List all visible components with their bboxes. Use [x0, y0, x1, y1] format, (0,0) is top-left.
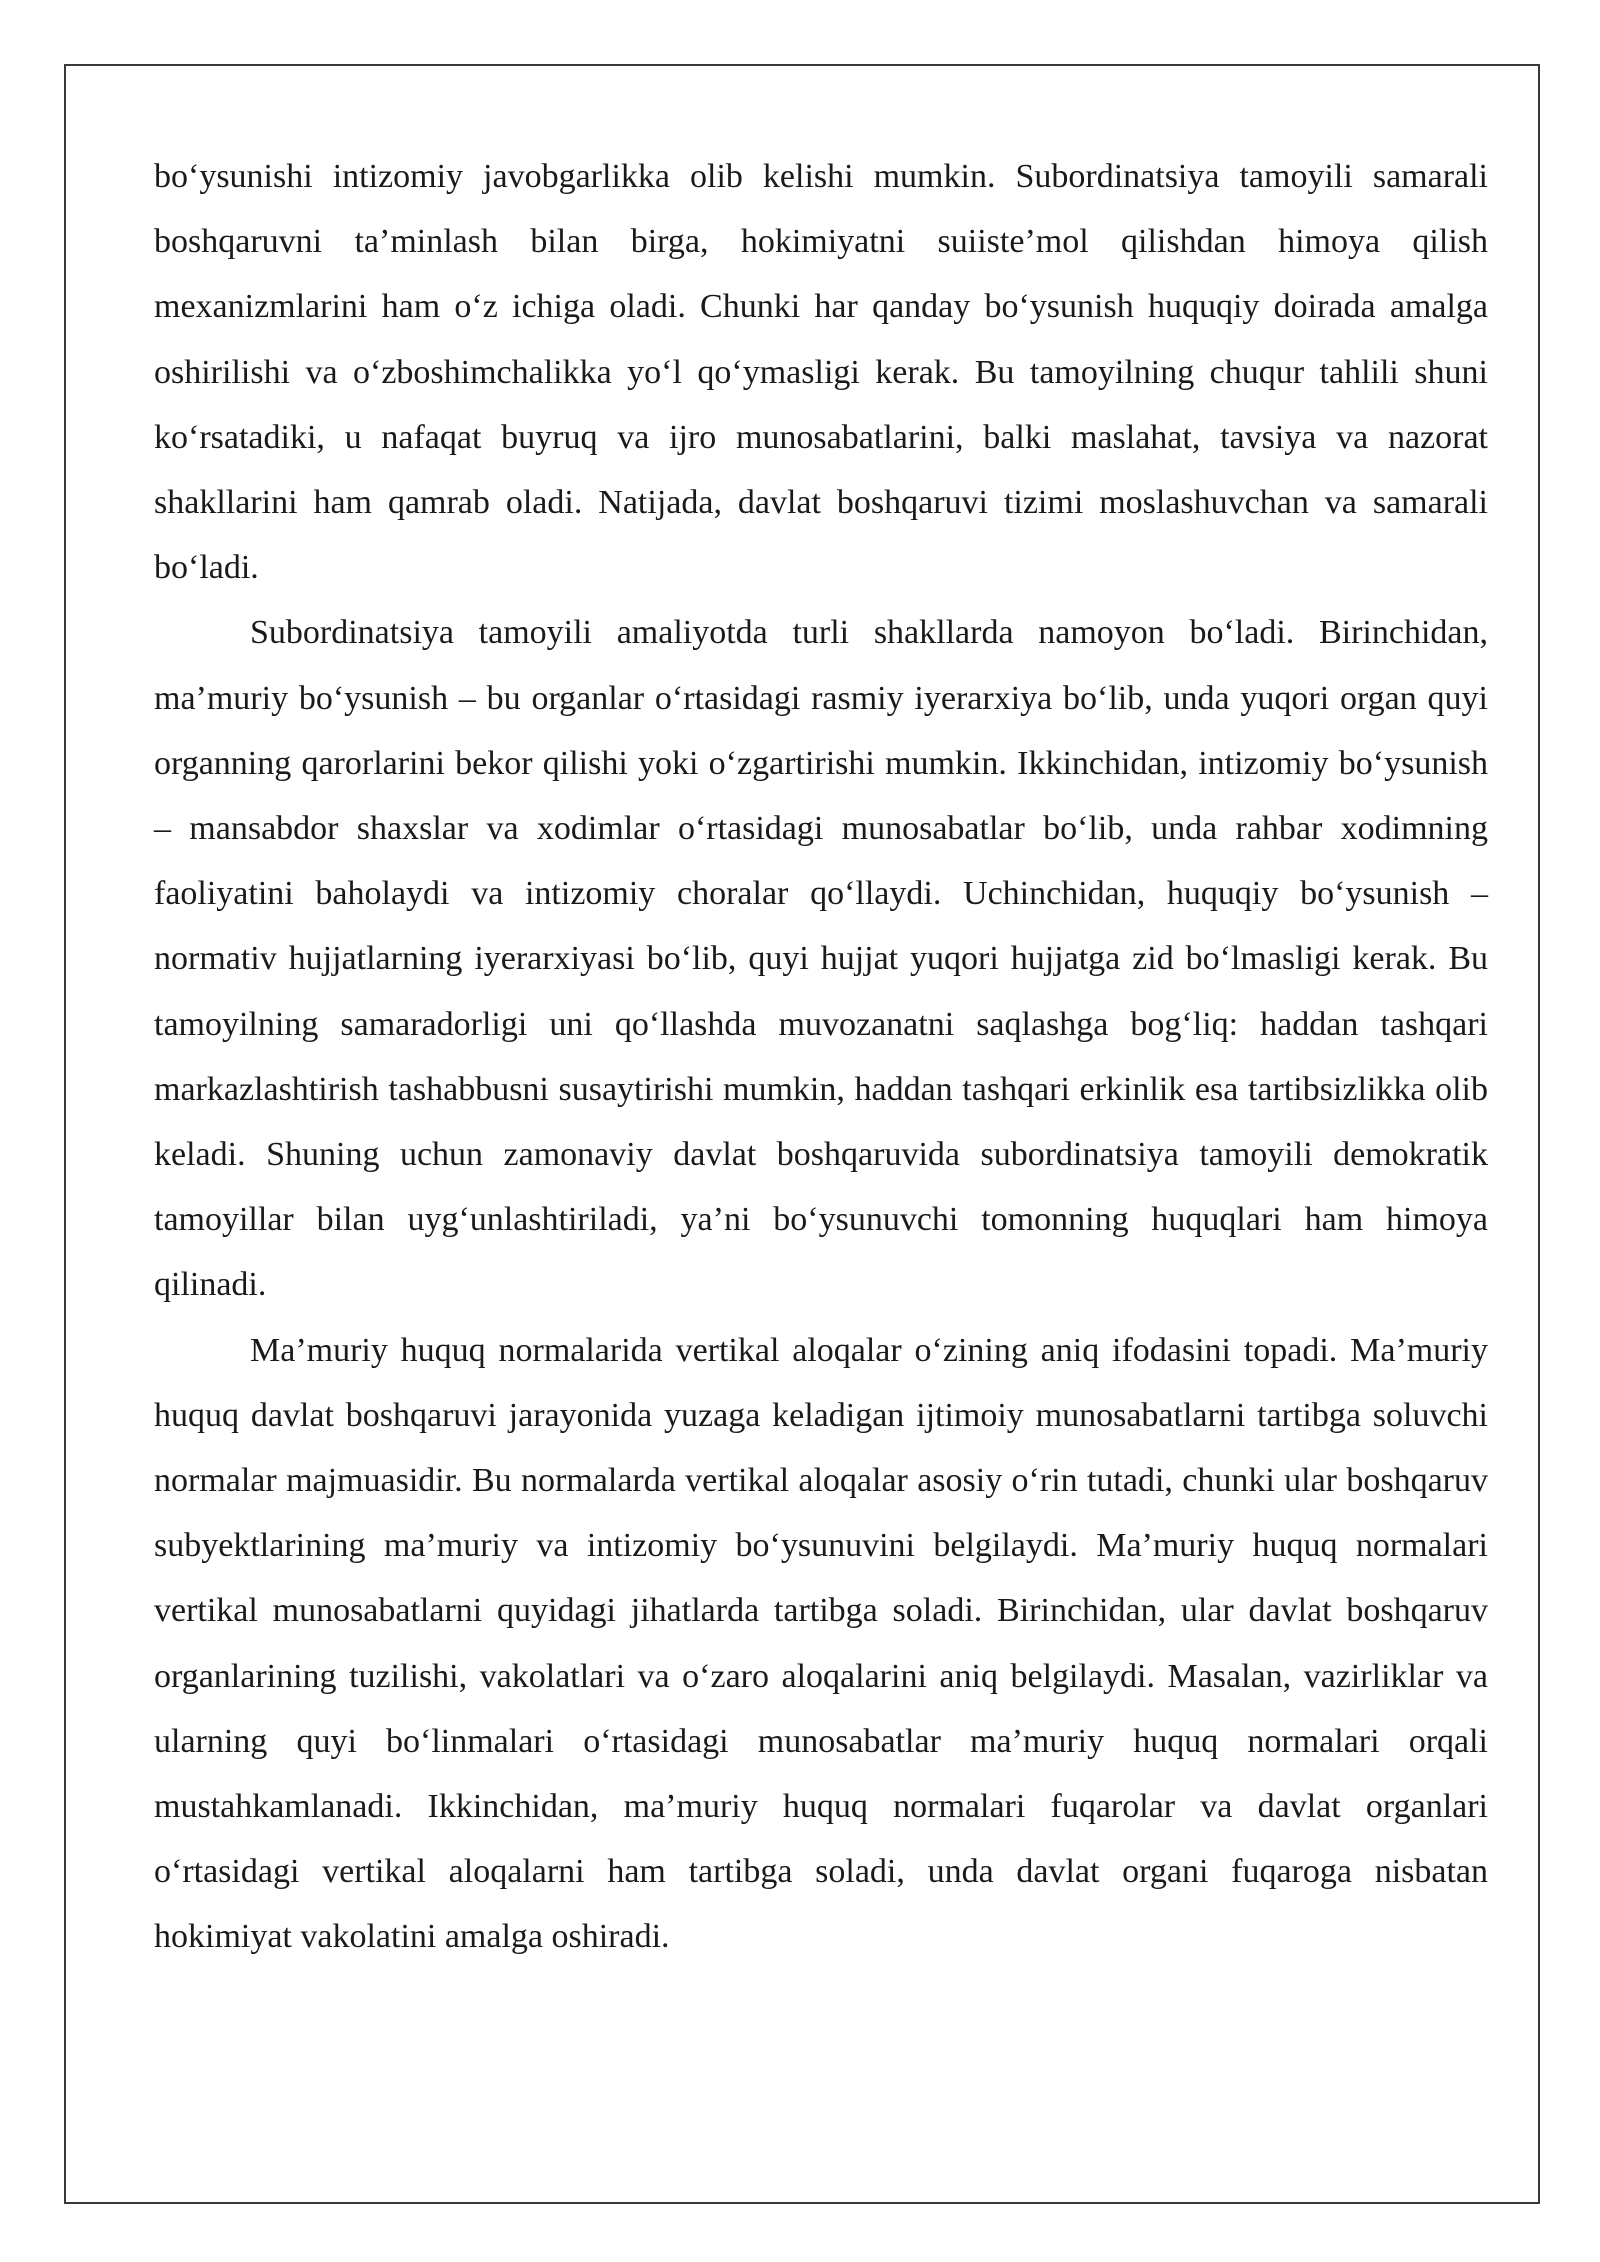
paragraph: Ma’muriy huquq normalarida vertikal aloqalar o‘zining aniq ifodasini topadi. Ma’muriy huquq davlat boshqaruvi jarayonida yuzaga keladigan ijtimoiy munosabatlarni tartibga soluvchi normalar majmuasidir. Bu normalarda vertikal aloqalar asosiy o‘rin tutadi, chunki ular boshqaruv subyektlarining ma’muriy va intizomiy bo‘ysunuvini belgilaydi. Ma’muriy huquq normalari vertikal munosabatlarni quyidagi jihatlarda tartibga soladi. Birinchidan, ular davlat boshqaruv organlarining tuzilishi, vakolatlari va o‘zaro aloqalarini aniq belgilaydi. Masalan, vazirliklar va ularning quyi bo‘linmalari o‘rtasidagi munosabatlar ma’muriy huquq normalari orqali mustahkamlanadi. Ikkinchidan, ma’muriy huquq normalari fuqarolar va davlat organlari o‘rtasidagi vertikal aloqalarni ham tartibga soladi, unda davlat organi fuqaroga nisbatan hokimiyat vakolatini amalga oshiradi.: [154, 1331, 1488, 1956]
paragraph: Subordinatsiya tamoyili amaliyotda turli shakllarda namoyon bo‘ladi. Birinchidan, ma’muriy bo‘ysunish – bu organlar o‘rtasidagi rasmiy iyerarxiya bo‘lib, unda yuqori organ quyi organning qarorlarini bekor qilishi yoki o‘zgartirishi mumkin. Ikkinchidan, intizomiy bo‘ysunish – mansabdor shaxslar va xodimlar o‘rtasidagi munosabatlar bo‘lib, unda rahbar xodimning faoliyatini baholaydi va intizomiy choralar qo‘llaydi. Uchinchidan, huquqiy bo‘ysunish – normativ hujjatlarning iyerarxiyasi bo‘lib, quyi hujjat yuqori hujjatga zid bo‘lmasligi kerak. Bu tamoyilning samaradorligi uni qo‘llashda muvozanatni saqlashga bog‘liq: haddan tashqari markazlashtirish tashabbusni susaytirishi mumkin, haddan tashqari erkinlik esa tartibsizlikka olib keladi. Shuning uchun zamonaviy davlat boshqaruvida subordinatsiya tamoyili demokratik tamoyillar bilan uyg‘unlashtiriladi, ya’ni bo‘ysunuvchi tomonning huquqlari ham himoya qilinadi.: [154, 614, 1488, 1304]
paragraph: bo‘ysunishi intizomiy javobgarlikka olib kelishi mumkin. Subordinatsiya tamoyili samarali boshqaruvni ta’minlash bilan birga, hokimiyatni suiiste’mol qilishdan himoya qilish mexanizmlarini ham o‘z ichiga oladi. Chunki har qanday bo‘ysunish huquqiy doirada amalga oshirilishi va o‘zboshimchalikka yo‘l qo‘ymasligi kerak. Bu tamoyilning chuqur tahlili shuni ko‘rsatadiki, u nafaqat buyruq va ijro munosabatlarini, balki maslahat, tavsiya va nazorat shakllarini ham qamrab oladi. Natijada, davlat boshqaruvi tizimi moslashuvchan va samarali bo‘ladi.: [154, 158, 1488, 587]
document-body: [154, 144, 1488, 1970]
